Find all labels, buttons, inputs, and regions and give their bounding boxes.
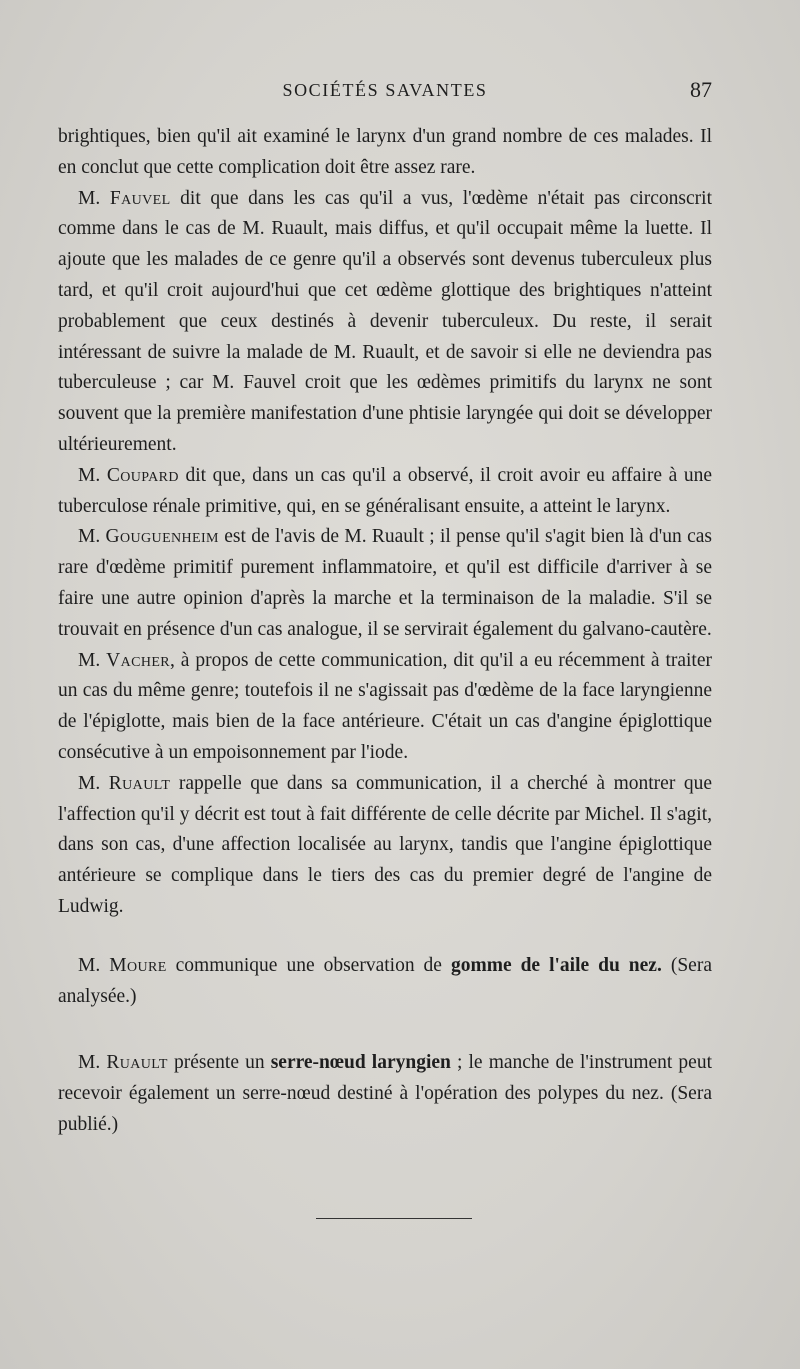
paragraph-text: communique une observation de [166,954,451,976]
paragraph-text: , à propos de cette communication, dit qu'il a eu récemment à traiter un cas du même genre; toutefois il ne s'agissait pas d'œdème de la face laryngienne de l'épiglotte, mais bien de la face antérieure. C'était un cas d'angine épiglottique consécutive à un empoisonnement par l'iode. [58,649,712,763]
paragraph-tail: (Sera analysée.) [58,954,712,1007]
speaker-name: Vacher [106,649,171,671]
speaker-prefix: M. [78,772,109,794]
paragraph-text: dit que, dans un cas qu'il a observé, il croit avoir eu affaire à une tuberculose rénale primitive, qui, en se généralisant ensuite, a atteint le larynx. [58,464,712,517]
page-number: 87 [690,77,712,102]
paragraph-text: dit que dans les cas qu'il a vus, l'œdème n'était pas circonscrit comme dans le cas de M. Ruault, mais diffus, et qu'il occupait même la luette. Il ajoute que les malades de ce genre qu'il a observés sont devenus tuberculeux plus tard, et qu'il croit aujourd'hui que cet œdème glottique des brightiques n'atteint probablement que ceux destinés à devenir tuberculeux. Du reste, il serait intéressant de suivre la malade de M. Ruault, et de savoir si elle ne deviendra pas tuberculeuse ; car M. Fauvel croit que les œdèmes primitifs du larynx ne sont souvent que la première manifestation d'une phtisie laryngée qui doit se développer ultérieurement. [58,187,713,455]
paragraph-vacher [58,646,712,769]
paragraph-bold-phrase: serre-nœud laryngien [270,1052,451,1074]
paragraph-bold-phrase: gomme de l'aile du nez. [450,954,662,976]
speaker-prefix: M. [78,526,106,548]
paragraph-ruault-reply [58,769,712,923]
speaker-name: Fauvel [109,187,171,209]
paragraph-moure [58,951,712,1013]
section-end-rule [316,1218,472,1219]
running-head [58,74,712,110]
paragraph-text: brightiques, bien qu'il ait examiné le larynx d'un grand nombre de ces malades. Il en conclut que cette complication doit être assez rare. [58,126,712,178]
speaker-name: Ruault [108,772,171,794]
speaker-name: Gouguenheim [105,526,219,548]
article-body [58,122,712,1141]
paragraph-ruault-instrument [58,1048,712,1140]
paragraph-text: est de l'avis de M. Ruault ; il pense qu'il s'agit bien là d'un cas rare d'œdème primitif purement inflammatoire, et qu'il est difficile d'arriver à se faire une autre opinion d'après la marche et la terminaison de la maladie. S'il se trouvait en présence d'un cas analogue, il se servirait également du galvano-cautère. [58,526,712,640]
running-title: SOCIÉTÉS SAVANTES [282,80,488,100]
speaker-prefix: M. [78,649,107,671]
speaker-prefix: M. [78,464,107,486]
paragraph-fauvel [58,184,712,461]
speaker-name: Coupard [106,464,179,486]
paragraph-continuation [58,122,712,184]
paragraph-text: présente un [167,1052,271,1074]
paragraph-gouguenheim [58,522,712,645]
speaker-name: Ruault [106,1052,168,1074]
paragraph-coupard [58,461,712,523]
paragraph-tail: ; le manche de l'instrument peut recevoir également un serre-nœud destiné à l'opération des polypes du nez. (Sera publié.) [58,1052,712,1135]
speaker-prefix: M. [78,1052,107,1074]
speaker-prefix: M. [78,187,110,209]
speaker-prefix: M. [78,954,110,976]
paragraph-text: rappelle que dans sa communication, il a cherché à montrer que l'affection qu'il y décrit est tout à fait différente de celle décrite par Michel. Il s'agit, dans son cas, d'une affection localisée au larynx, tandis que l'angine épiglottique antérieure se complique dans le tiers des cas du premier degré de l'angine de Ludwig. [58,772,713,917]
speaker-name: Moure [109,954,167,976]
